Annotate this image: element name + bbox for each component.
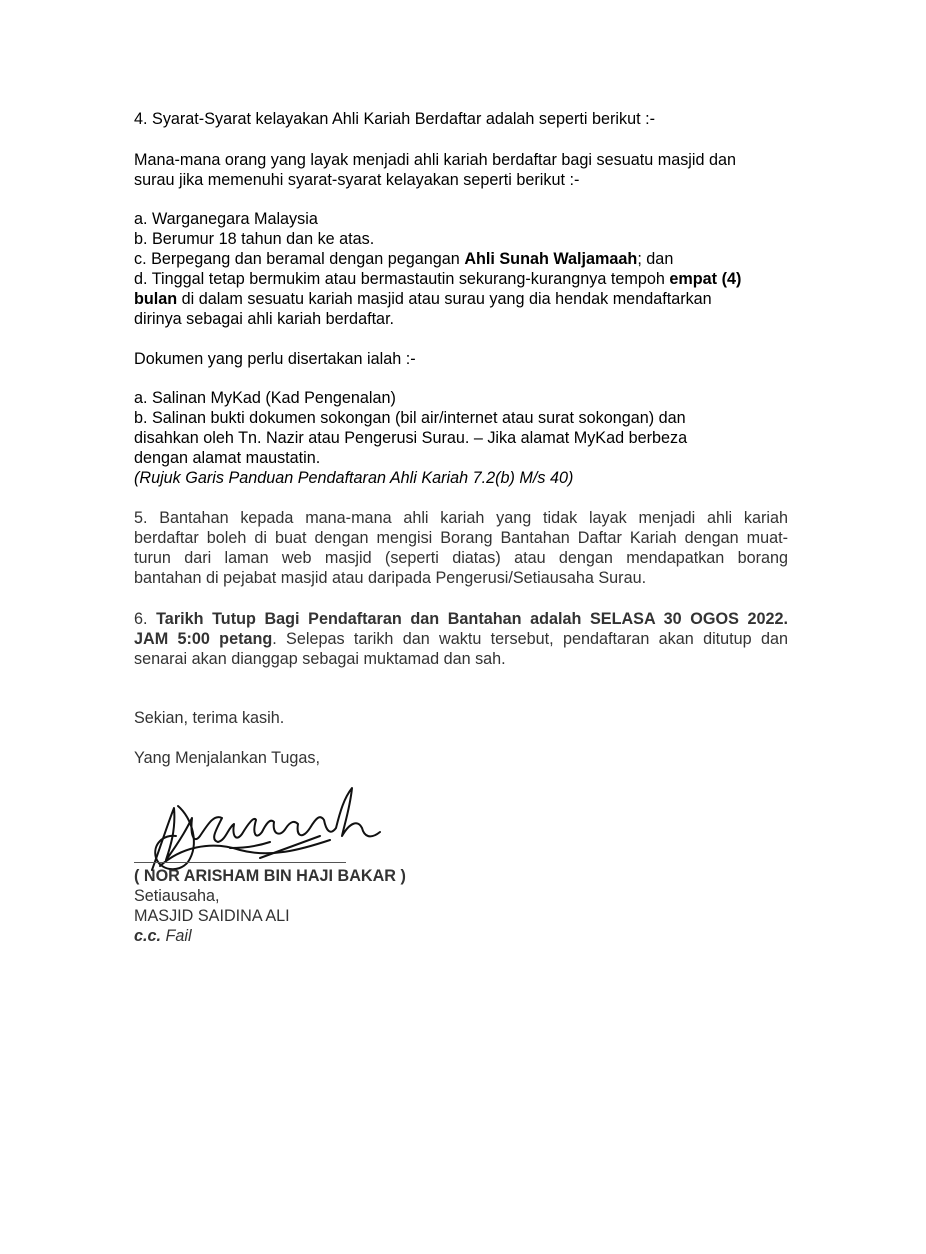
closing-duty: Yang Menjalankan Tugas, [134, 749, 320, 767]
criterion-d: d. Tinggal tetap bermukim atau bermastautin sekurang-kurangnya tempoh empat (4) [134, 270, 742, 288]
signatory-title: Setiausaha, [134, 887, 220, 905]
signatory-name: ( NOR ARISHAM BIN HAJI BAKAR ) [134, 867, 406, 885]
documents-list: a. Salinan MyKad (Kad Pengenalan) b. Salinan bukti dokumen sokongan (bil air/internet atau surat sokongan) dan disahkan oleh Tn. Nazir atau Pengerusi Surau. – Jika alamat MyKad berbeza dengan alamat maustatin. (Rujuk Garis Panduan Pendaftaran Ahli Kariah 7.2(b) M/s 40) [134, 388, 788, 488]
criterion-c: c. Berpegang dan beramal dengan pegangan Ahli Sunah Waljamaah; dan [134, 250, 674, 268]
signatory-organization: MASJID SAIDINA ALI [134, 907, 290, 925]
document-a: a. Salinan MyKad (Kad Pengenalan) [134, 389, 396, 407]
criterion-b: b. Berumur 18 tahun dan ke atas. [134, 230, 375, 248]
documents-heading: Dokumen yang perlu disertakan ialah :- [134, 350, 416, 368]
handwritten-signature [130, 778, 390, 878]
signatory-block [134, 866, 788, 946]
eligibility-list: a. Warganegara Malaysia b. Berumur 18 tahun dan ke atas. c. Berpegang dan beramal dengan pegangan Ahli Sunah Waljamaah; dan d. Tinggal tetap bermukim atau bermastautin sekurang-kurangnya tempoh empat (4) bulan di dalam sesuatu kariah masjid atau surau yang dia hendak mendaftarkan dirinya sebagai ahli kariah berdaftar. [134, 209, 788, 329]
document-b: b. Salinan bukti dokumen sokongan (bil air/internet atau surat sokongan) dan [134, 409, 686, 427]
item-4-intro: Mana-mana orang yang layak menjadi ahli kariah berdaftar bagi sesuatu masjid dan surau jika memenuhi syarat-syarat kelayakan seperti berikut :- [134, 151, 736, 189]
reference-note: (Rujuk Garis Panduan Pendaftaran Ahli Kariah 7.2(b) M/s 40) [134, 469, 574, 487]
criterion-a: a. Warganegara Malaysia [134, 210, 318, 228]
signature-line [134, 862, 346, 863]
closing-thanks: Sekian, terima kasih. [134, 709, 285, 727]
item-5-objection: 5. Bantahan kepada mana-mana ahli kariah yang tidak layak menjadi ahli kariah berdaftar boleh di buat dengan mengisi Borang Bantahan Daftar Kariah dengan muat- turun dari laman web masjid (seperti diatas) atau dengan mendapatkan borang bantahan di pejabat masjid atau daripada Pengerusi/Setiausaha Surau. [134, 509, 788, 587]
item-4-heading: 4. Syarat-Syarat kelayakan Ahli Kariah Berdaftar adalah seperti berikut :- [134, 110, 655, 128]
item-6-deadline: 6. Tarikh Tutup Bagi Pendaftaran dan Bantahan adalah SELASA 30 OGOS 2022. JAM 5:00 petang. Selepas tarikh dan waktu tersebut, pendaftaran akan ditutup dan senarai akan dianggap sebagai muktamad dan sah. [134, 610, 788, 668]
carbon-copy: c.c. Fail [134, 927, 192, 945]
